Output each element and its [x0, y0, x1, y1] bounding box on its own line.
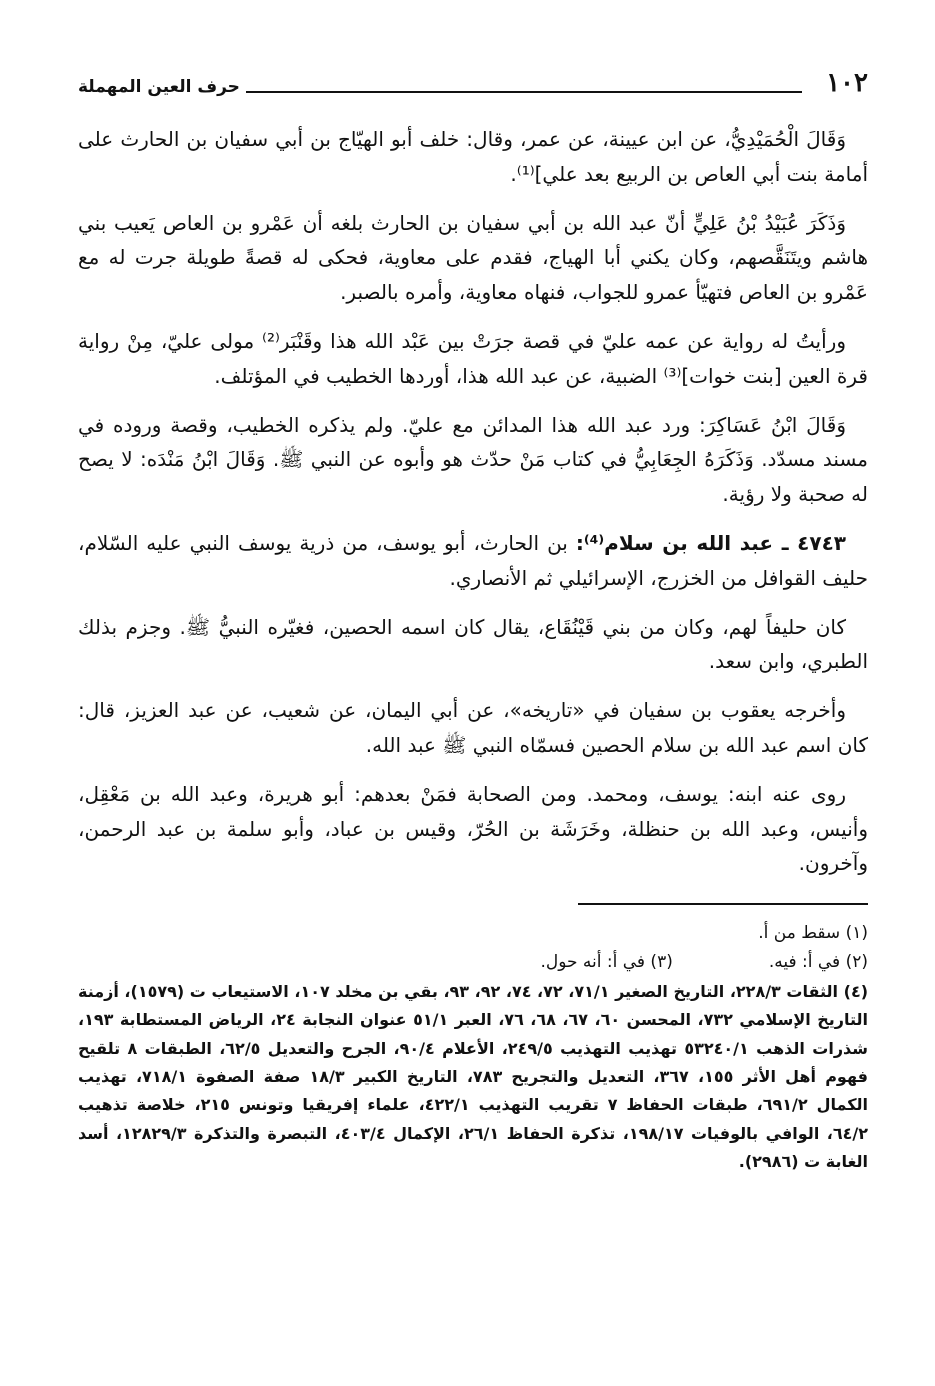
main-text [78, 122, 868, 881]
footnote-row [78, 948, 868, 977]
footnote-4: (٤) الثقات ٢٢٨/٣، التاريخ الصغير ٧١/١، ٧٢، ٧٤، ٩٢، ٩٣، بقي بن مخلد ١٠٧، الاستيعاب ت (١٥٧٩)، أزمنة التاريخ الإسلامي ٧٣٢، المحسن ٦٠، ٦٧، ٦٨، ٧٦، العبر ٥١/١ عنوان النجابة ٢٤، الرياض المستطابة ١٩٣، شذرات الذهب ٥٣٢٤٠/١ تهذيب التهذيب ٢٤٩/٥، الأعلام ٩٠/٤، الجرح والتعديل ٦٢/٥، الطبقات ٨ تلقيح فهوم أهل الأثر ١٥٥، ٣٦٧، التعديل والتجريح ٧٨٣، التاريخ الكبير ١٨/٣ صفة الصفوة ٧١٨/١، تهذيب الكمال ٦٩١/٢، طبقات الحفاظ ٧ تقريب التهذيب ٤٢٢/١، علماء إفريقيا وتونس ٢١٥، خلاصة تذهيب ٦٤/٢، الوافي بالوفيات ١٩٨/١٧، تذكرة الحفاظ ٢٦/١، الإكمال ٤٠٣/٤، التبصرة والتذكرة ١٢٨٢٩/٣، أسد الغابة ت (٢٩٨٦). [78, 981, 869, 1172]
header-rule [246, 91, 802, 93]
paragraph: وَقَالَ ابْنُ عَسَاكِرَ: ورد عبد الله هذا المدائن مع عليّ. ولم يذكره الخطيب، وقصة وروده في مسند مسدّد. وَذَكَرَهُ الجِعَابِيُّ في كتاب مَنْ حدّث هو وأبوه عن النبي ﷺ. وَقَالَ ابْنُ مَنْدَه: لا يصح له صحبة ولا رؤية. [78, 412, 868, 507]
page-number: ١٠٢ [826, 68, 868, 98]
paragraph: وأخرجه يعقوب بن سفيان في «تاريخه»، عن أبي اليمان، عن شعيب، عن عبد العزيز، قال: كان اسم عبد الله بن سلام الحصين فسمّاه النبي ﷺ عبد الله. [78, 698, 868, 757]
entry-paragraph [78, 526, 868, 596]
footnote-1: (١) سقط من أ. [758, 923, 868, 944]
paragraph: روى عنه ابنه: يوسف، ومحمد. ومن الصحابة فمَنْ بعدهم: أبو هريرة، وعبد الله بن مَعْقِل، وأنيس، وعبد الله بن حنظلة، وخَرَشَة بن الحُرّ، وقيس بن عباد، وأبو سلمة بن عبد الرحمن، وآخرون. [78, 781, 868, 876]
footnotes [78, 919, 868, 1177]
running-head-group [78, 79, 802, 96]
footnote-separator [578, 903, 868, 905]
entry-heading: ٤٧٤٣ ـ عبد الله بن سلام⁽⁴⁾: [575, 530, 846, 555]
footnote-2: (٢) في أ: فيه. [768, 952, 868, 973]
paragraph: وَذَكَرَ عُبَيْدُ بْنُ عَلِيٍّ أنّ عبد الله بن أبي سفيان بن الحارث بلغه أن عَمْرو بن العاص يَعيب بني هاشم ويتَنَقَّصهم، وكان يكني أبا الهياج، فقدم على معاوية، فحكى له قصةً طويلة جرت له مع عَمْرو بن العاص فتهيّأ عمرو للجواب، فنهاه معاوية، وأمره بالصبر. [78, 210, 868, 305]
running-head: حرف العين المهملة [78, 77, 240, 97]
paragraph: كان حليفاً لهم، وكان من بني قَيْنُقَاع، يقال كان اسمه الحصين، فغيّره النبيُّ ﷺ. وجزم بذلك الطبري، وابن سعد. [78, 614, 868, 674]
page-header [78, 56, 868, 96]
footnote-3: (٣) في أ: أنه حول. [540, 952, 673, 973]
paragraph: ورأيتُ له رواية عن عمه عليّ في قصة جرَتْ بين عَبْد الله هذا وقَنْبَر⁽²⁾ مولى عليّ، مِنْ رواية قرة العين [بنت خوات]⁽³⁾ الضبية، عن عبد الله هذا، أوردها الخطيب في المؤتلف. [78, 328, 868, 388]
book-page [78, 56, 868, 1356]
entry-text: بن الحارث، أبو يوسف، من ذرية يوسف النبي عليه السّلام، حليف القوافل من الخزرج، الإسرائيلي ثم الأنصاري. [78, 530, 868, 590]
paragraph: وَقَالَ الْحُمَيْدِيُّ، عن ابن عيينة، عن عمر، وقال: خلف أبو الهيّاج بن أبي سفيان بن الحارث على أمامة بنت أبي العاص بن الربيع بعد علي]⁽¹⁾. [78, 127, 868, 186]
